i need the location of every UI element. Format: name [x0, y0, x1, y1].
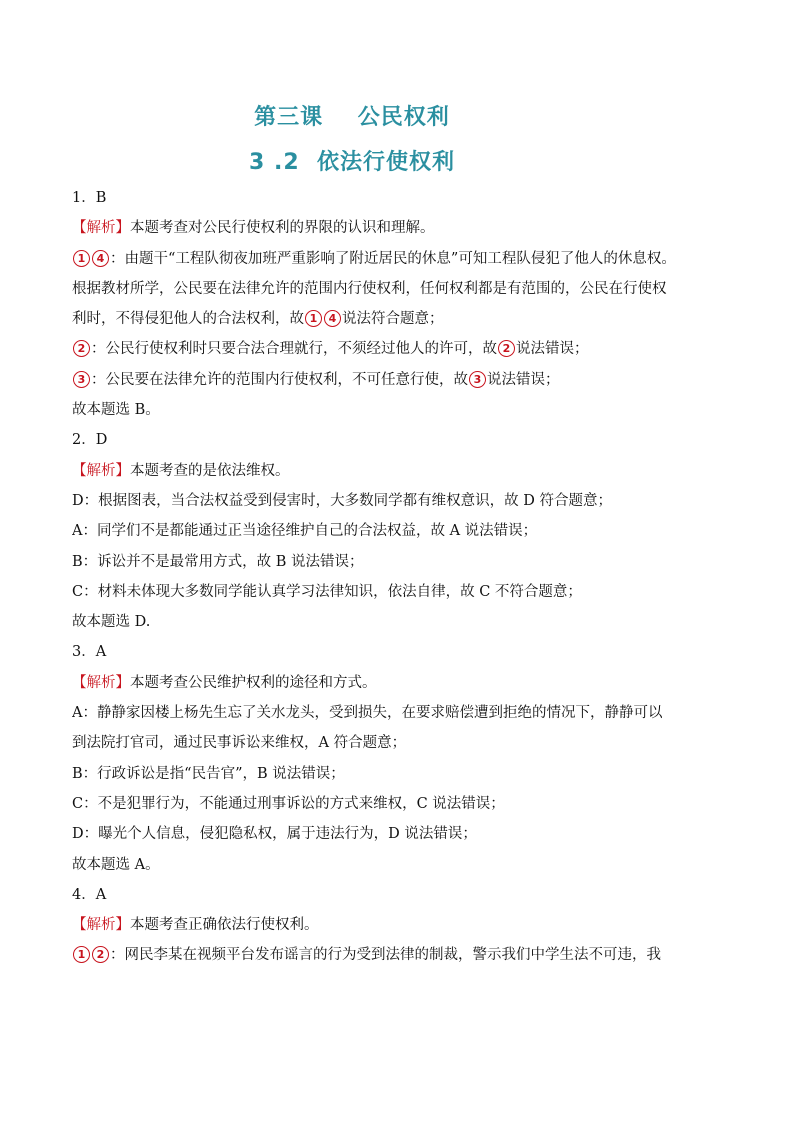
- circled-marker: 1: [73, 250, 90, 267]
- circled-marker: 4: [92, 250, 109, 267]
- analysis-tag: 【解析】: [72, 220, 130, 237]
- explanation-line: A：静静家因楼上杨先生忘了关水龙头，受到损失，在要求赔偿遭到拒绝的情况下，静静可以: [72, 705, 663, 722]
- explanation-line: [72, 304, 732, 334]
- circled-marker: 3: [73, 371, 90, 388]
- circled-marker: 3: [469, 371, 486, 388]
- lesson-title: 第三课 公民权利: [254, 105, 450, 130]
- explanation-text: 说法错误；: [516, 341, 589, 358]
- analysis-tag: 【解析】: [72, 917, 130, 934]
- analysis-text: 本题考查对公民行使权利的界限的认识和理解。: [130, 220, 435, 237]
- explanation-text: ：公民要在法律允许的范围内行使权利，不可任意行使，故: [91, 371, 468, 388]
- circled-marker: 4: [324, 310, 341, 327]
- analysis-line: [72, 910, 732, 940]
- explanation-text: 说法错误；: [487, 371, 560, 388]
- explanation-line: B：诉讼并不是最常用方式，故 B 说法错误；: [72, 553, 364, 570]
- explanation-line: 到法院打官司，通过民事诉讼来维权，A 符合题意；: [72, 735, 407, 752]
- circled-marker: 1: [73, 946, 90, 963]
- analysis-text: 本题考查正确依法行使权利。: [130, 917, 319, 934]
- explanation-line: [72, 274, 732, 304]
- conclusion-line: 故本题选 A。: [72, 856, 160, 873]
- explanation-line: C：材料未体现大多数同学能认真学习法律知识，依法自律，故 C 不符合题意；: [72, 583, 582, 600]
- answer-number: 3．A: [72, 644, 107, 661]
- explanation-text: 说法符合题意；: [342, 311, 444, 328]
- answer-number: 4．A: [72, 886, 107, 903]
- explanation-text: ：公民行使权利时只要合法合理就行，不须经过他人的许可，故: [91, 341, 497, 358]
- analysis-text: 本题考查的是依法维权。: [130, 462, 290, 479]
- conclusion-line: 故本题选 D.: [72, 614, 151, 631]
- answer-content: [72, 183, 732, 971]
- explanation-line: [72, 244, 732, 274]
- circled-marker: 2: [498, 340, 515, 357]
- explanation-line: D：根据图表，当合法权益受到侵害时，大多数同学都有维权意识，故 D 符合题意；: [72, 492, 612, 509]
- analysis-text: 本题考查公民维护权利的途径和方式。: [130, 674, 377, 691]
- explanation-text: ：网民李某在视频平台发布谣言的行为受到法律的制裁，警示我们中学生法不可违，我: [110, 947, 661, 964]
- circled-marker: 1: [305, 310, 322, 327]
- explanation-text: 利时，不得侵犯他人的合法权利，故: [72, 311, 304, 328]
- analysis-line: [72, 456, 732, 486]
- explanation-line: A：同学们不是都能通过正当途径维护自己的合法权益，故 A 说法错误；: [72, 523, 538, 540]
- explanation-line: [72, 334, 732, 364]
- section-title: 3 .2 依法行使权利: [249, 150, 455, 175]
- circled-marker: 2: [92, 946, 109, 963]
- explanation-text: 根据教材所学，公民要在法律允许的范围内行使权利，任何权利都是有范围的，公民在行使权: [72, 280, 667, 297]
- analysis-tag: 【解析】: [72, 462, 130, 479]
- conclusion-line: 故本题选 B。: [72, 402, 160, 419]
- explanation-line: B：行政诉讼是指“民告官”，B 说法错误；: [72, 765, 345, 782]
- analysis-line: [72, 668, 732, 698]
- circled-marker: 2: [73, 340, 90, 357]
- analysis-line: [72, 213, 732, 243]
- explanation-line: [72, 365, 732, 395]
- explanation-line: D：曝光个人信息，侵犯隐私权，属于违法行为，D 说法错误；: [72, 826, 477, 843]
- explanation-line: [72, 940, 732, 970]
- analysis-tag: 【解析】: [72, 674, 130, 691]
- explanation-text: ：由题干“工程队彻夜加班严重影响了附近居民的休息”可知工程队侵犯了他人的休息权。: [110, 250, 676, 267]
- answer-number: 1．B: [72, 190, 107, 206]
- answer-number: 2．D: [72, 432, 108, 449]
- explanation-line: C：不是犯罪行为，不能通过刑事诉讼的方式来维权，C 说法错误；: [72, 795, 505, 812]
